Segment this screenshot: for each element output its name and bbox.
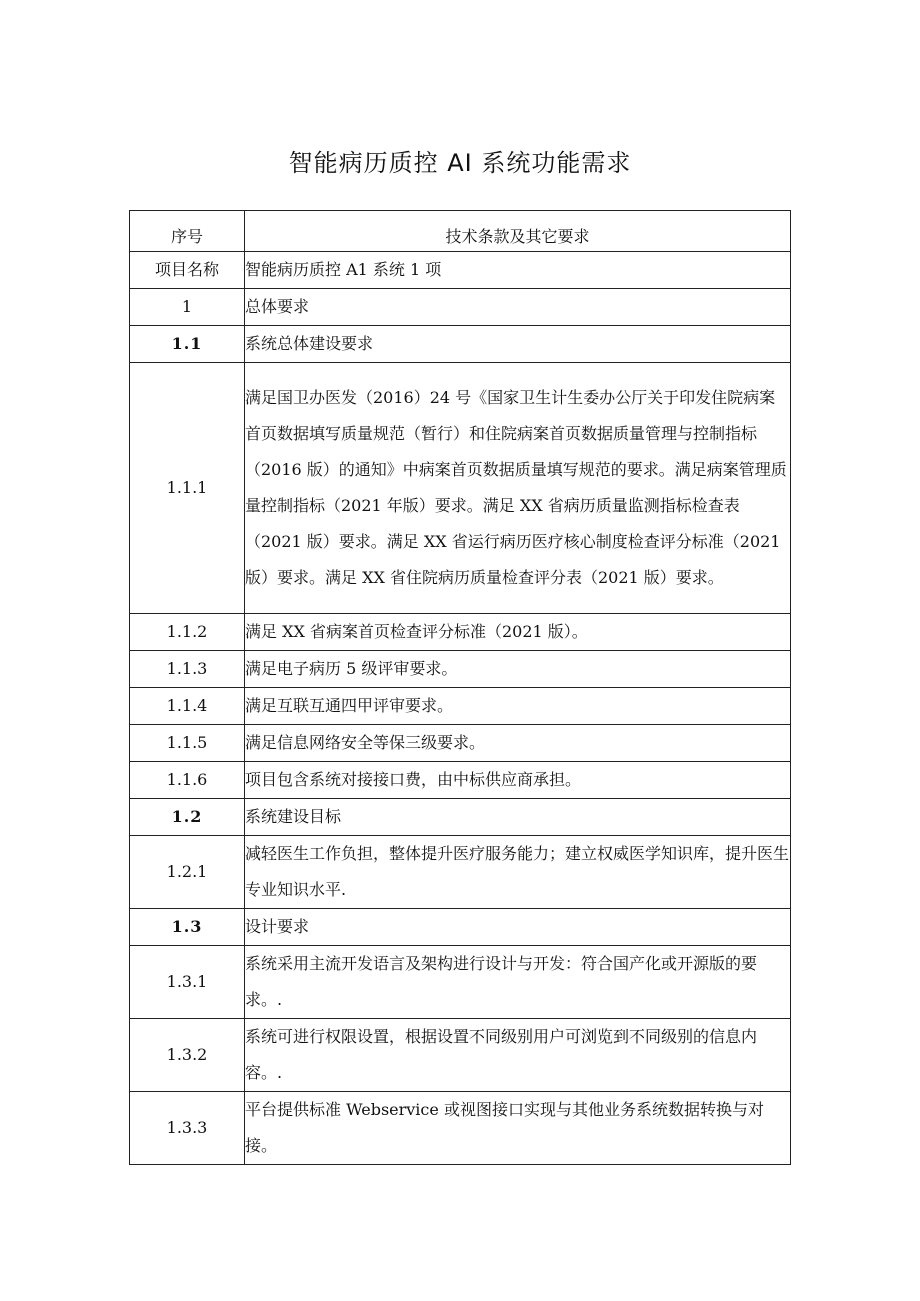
row-text: 系统建设目标: [245, 799, 791, 836]
table-row: [130, 799, 791, 836]
row-text: 总体要求: [245, 289, 791, 326]
table-row: [130, 1092, 791, 1165]
row-number: 1.1.3: [130, 651, 245, 688]
row-text: 满足 XX 省病案首页检查评分标准（2021 版）。: [245, 614, 791, 651]
table-row: [130, 651, 791, 688]
table-row: [130, 326, 791, 363]
row-number: 1.1: [130, 326, 245, 363]
table-row: [130, 614, 791, 651]
row-number: 1.3: [130, 909, 245, 946]
table-row: [130, 1019, 791, 1092]
row-number: 1.3.2: [130, 1019, 245, 1092]
document-title: 智能病历质控 AI 系统功能需求: [288, 149, 632, 177]
table-row: [130, 725, 791, 762]
table-row: [130, 688, 791, 725]
row-text: 项目包含系统对接接口费，由中标供应商承担。: [245, 762, 791, 799]
table-row: [130, 363, 791, 614]
table-row: [130, 946, 791, 1019]
row-text: 减轻医生工作负担，整体提升医疗服务能力；建立权威医学知识库，提升医生专业知识水平.: [245, 836, 791, 909]
row-number: 1.1.6: [130, 762, 245, 799]
row-text: 系统总体建设要求: [245, 326, 791, 363]
row-text: 满足互联互通四甲评审要求。: [245, 688, 791, 725]
row-number: 1.3.1: [130, 946, 245, 1019]
row-number: 1.1.4: [130, 688, 245, 725]
row-number: 1.1.2: [130, 614, 245, 651]
project-row: [130, 252, 791, 289]
header-terms: 技术条款及其它要求: [245, 211, 791, 252]
row-number: 1.1.5: [130, 725, 245, 762]
row-text: 满足信息网络安全等保三级要求。: [245, 725, 791, 762]
row-text: 满足国卫办医发（2016）24 号《国家卫生计生委办公厅关于印发住院病案首页数据填写质量规范（暂行）和住院病案首页数据质量管理与控制指标（2016 版）的通知》中病案首页数据质量填写规范的要求。满足病案管理质量控制指标（2021 年版）要求。满足 XX 省病历质量监测指标检查表（2021 版）要求。满足 XX 省运行病历医疗核心制度检查评分标准（2021 版）要求。满足 XX 省住院病历质量检查评分表（2021 版）要求。: [245, 363, 791, 614]
row-number: 1.1.1: [130, 363, 245, 614]
row-number: 1: [130, 289, 245, 326]
table-row: [130, 289, 791, 326]
table-header-row: [130, 211, 791, 252]
row-text: 系统可进行权限设置，根据设置不同级别用户可浏览到不同级别的信息内容。.: [245, 1019, 791, 1092]
table-row: [130, 836, 791, 909]
row-number: 1.3.3: [130, 1092, 245, 1165]
row-text: 平台提供标准 Webservice 或视图接口实现与其他业务系统数据转换与对接。: [245, 1092, 791, 1165]
table-row: [130, 762, 791, 799]
row-number: 1.2: [130, 799, 245, 836]
row-text: 系统采用主流开发语言及架构进行设计与开发：符合国产化或开源版的要求。.: [245, 946, 791, 1019]
requirements-table: [129, 210, 791, 1165]
table-row: [130, 909, 791, 946]
row-number: 1.2.1: [130, 836, 245, 909]
project-value: 智能病历质控 A1 系统 1 项: [245, 252, 791, 289]
header-seq: 序号: [130, 211, 245, 252]
project-label: 项目名称: [130, 252, 245, 289]
row-text: 满足电子病历 5 级评审要求。: [245, 651, 791, 688]
row-text: 设计要求: [245, 909, 791, 946]
